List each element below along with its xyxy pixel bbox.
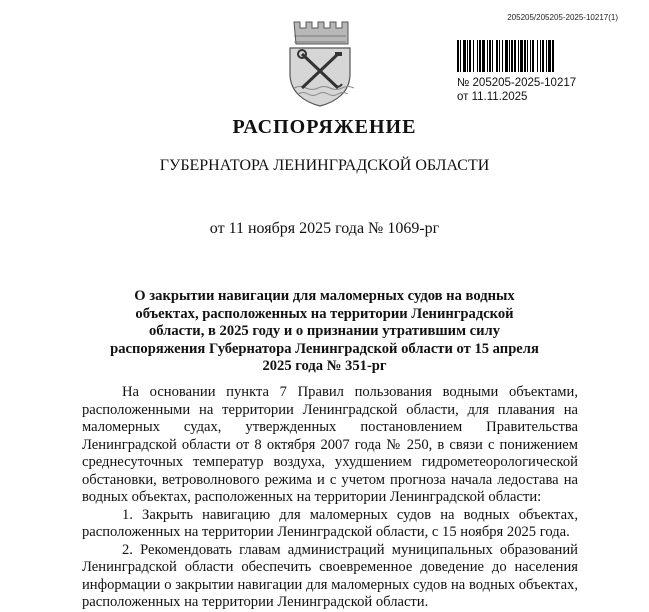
document-body [82,384,578,612]
paragraph-preamble: На основании пункта 7 Правил пользования водными объектами, расположенными на территории Ленинградской области, для плавания на маломерных судах, утвержденных постановлением Правительства Ленинградской области от 8 октября 2007 года № 250, в связи с понижением среднесуточных температур воздуха, ухудшением гидрометеорологической обстановки, ветроволнового режима и с учетом прогноза начала ледостава на водных объектах, расположенных на территории Ленинградской области: [82,384,578,505]
tracking-code: 205205/205205-2025-10217(1) [507,13,618,22]
document-title: РАСПОРЯЖЕНИЕ [232,116,417,138]
document-heading: О закрытии навигации для маломерных судов на водных объектах, расположенных на территории Ленинградской области, в 2025 году и о признании утратившим силу распоряжения Губернатора Ленинградской области от 15 апреля 2025 года № 351-рг [110,288,539,374]
registration-number: № 205205-2025-10217 [457,77,577,89]
document-subtitle: ГУБЕРНАТОРА ЛЕНИНГРАДСКОЙ ОБЛАСТИ [159,157,490,174]
barcode-icon [457,40,617,72]
paragraph-item-1: 1. Закрыть навигацию для маломерных судов на водных объектах, расположенных на территории Ленинградской области, с 15 ноября 2025 года. [82,506,578,540]
document-dateline: от 11 ноября 2025 года № 1069-рг [209,220,440,237]
paragraph-item-2: 2. Рекомендовать главам администраций муниципальных образований Ленинградской области обеспечить своевременное доведение до населения информации о закрытии навигации для маломерных судов на водных объектах, расположенных на территории Ленинградской области. [82,541,578,610]
registration-date: от 11.11.2025 [457,91,528,103]
coat-of-arms-icon [284,18,356,108]
